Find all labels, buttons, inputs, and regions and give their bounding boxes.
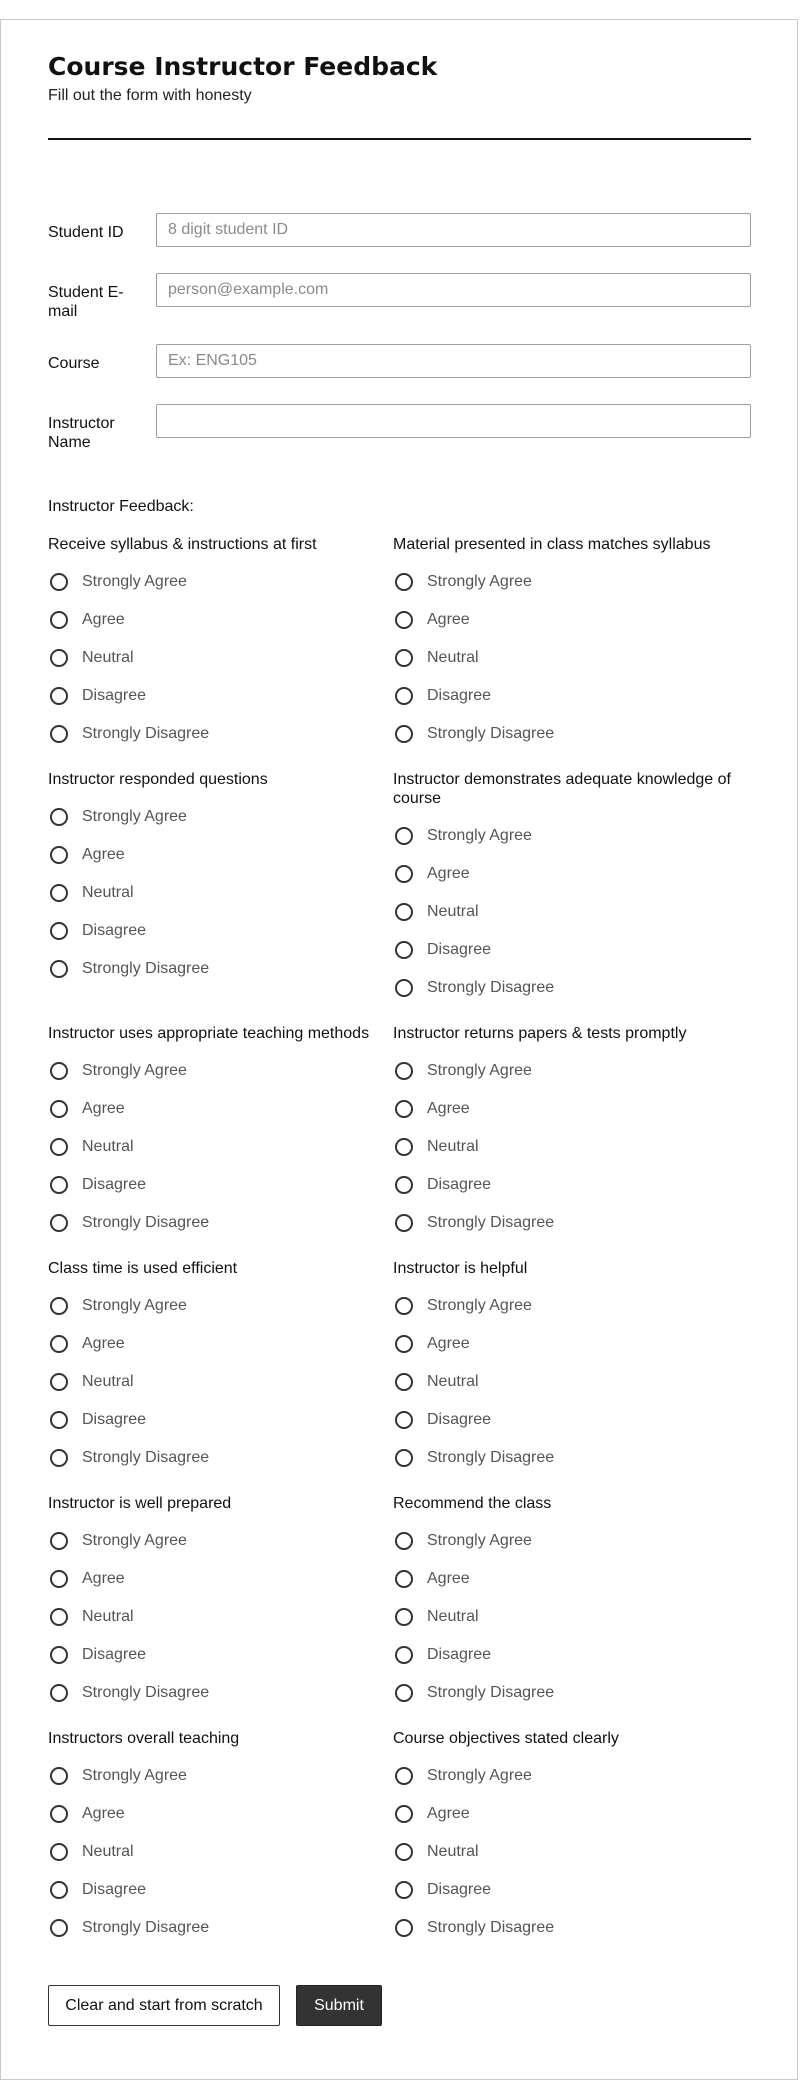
rating-option-label: Disagree	[82, 1646, 147, 1663]
radio-button[interactable]	[395, 1684, 413, 1702]
rating-option[interactable]	[48, 912, 393, 950]
course-input[interactable]	[156, 344, 751, 378]
feedback-question	[48, 1729, 393, 1964]
rating-option[interactable]	[48, 1090, 393, 1128]
rating-option[interactable]	[48, 1204, 393, 1242]
rating-option-label: Strongly Disagree	[427, 979, 555, 996]
rating-option-label: Disagree	[427, 1646, 492, 1663]
rating-option[interactable]	[393, 1598, 751, 1636]
rating-option[interactable]	[393, 1052, 751, 1090]
rating-option-label: Strongly Agree	[427, 1767, 532, 1784]
rating-option-label: Strongly Disagree	[82, 1449, 210, 1466]
rating-option-label: Strongly Disagree	[82, 1214, 210, 1231]
radio-button[interactable]	[50, 611, 68, 629]
rating-option-label: Strongly Agree	[82, 1767, 187, 1784]
radio-button[interactable]	[50, 1684, 68, 1702]
rating-option[interactable]	[48, 836, 393, 874]
rating-option[interactable]	[48, 1871, 393, 1909]
rating-option[interactable]	[48, 1325, 393, 1363]
radio-button[interactable]	[395, 1100, 413, 1118]
question-title: Instructor returns papers & tests promptly	[393, 1025, 687, 1042]
feedback-question	[393, 1259, 751, 1494]
radio-button[interactable]	[395, 903, 413, 921]
radio-button[interactable]	[50, 573, 68, 591]
rating-option[interactable]	[48, 874, 393, 912]
rating-option-label: Disagree	[82, 1176, 147, 1193]
rating-option[interactable]	[393, 1204, 751, 1242]
feedback-question	[393, 1729, 751, 1964]
radio-button[interactable]	[50, 1176, 68, 1194]
radio-button[interactable]	[395, 649, 413, 667]
rating-option-label: Disagree	[427, 687, 492, 704]
radio-button[interactable]	[395, 1919, 413, 1937]
radio-button[interactable]	[395, 1449, 413, 1467]
rating-option-label: Strongly Disagree	[427, 1684, 555, 1701]
rating-option[interactable]	[393, 817, 751, 855]
rating-option-label: Neutral	[82, 1608, 134, 1625]
rating-option[interactable]	[48, 1674, 393, 1712]
radio-button[interactable]	[395, 1214, 413, 1232]
feedback-questions	[48, 535, 751, 1964]
rating-option-label: Agree	[82, 1805, 125, 1822]
rating-option-label: Strongly Agree	[82, 808, 187, 825]
radio-button[interactable]	[50, 1532, 68, 1550]
rating-option-label: Agree	[82, 1335, 125, 1352]
rating-option[interactable]	[393, 1560, 751, 1598]
rating-option[interactable]	[48, 1909, 393, 1947]
question-title: Instructor responded questions	[48, 771, 268, 788]
rating-option-label: Neutral	[82, 884, 134, 901]
rating-option-label: Neutral	[427, 1608, 479, 1625]
radio-button[interactable]	[50, 1214, 68, 1232]
radio-button[interactable]	[395, 1608, 413, 1626]
radio-button[interactable]	[50, 960, 68, 978]
form-title: Course Instructor Feedback	[48, 52, 438, 81]
feedback-question	[48, 1259, 393, 1494]
rating-option[interactable]	[393, 1757, 751, 1795]
rating-option[interactable]	[48, 1636, 393, 1674]
radio-button[interactable]	[50, 884, 68, 902]
feedback-question	[393, 770, 751, 1024]
rating-option-label: Disagree	[427, 941, 492, 958]
rating-option[interactable]	[393, 1439, 751, 1477]
rating-option[interactable]	[48, 950, 393, 988]
radio-button[interactable]	[395, 611, 413, 629]
rating-option-label: Neutral	[427, 903, 479, 920]
form-header	[48, 52, 751, 105]
radio-button[interactable]	[50, 1062, 68, 1080]
radio-button[interactable]	[50, 687, 68, 705]
rating-option-label: Agree	[427, 865, 470, 882]
question-title: Instructor is well prepared	[48, 1495, 232, 1512]
radio-button[interactable]	[395, 1335, 413, 1353]
question-title: Class time is used efficient	[48, 1260, 238, 1277]
radio-button[interactable]	[395, 1297, 413, 1315]
email-input[interactable]	[156, 273, 751, 307]
rating-option-label: Disagree	[82, 687, 147, 704]
rating-option-label: Disagree	[427, 1881, 492, 1898]
rating-option[interactable]	[393, 1522, 751, 1560]
form-subtitle: Fill out the form with honesty	[48, 87, 252, 104]
rating-option[interactable]	[393, 715, 751, 753]
feedback-question	[48, 1024, 393, 1259]
feedback-question	[48, 1494, 393, 1729]
radio-button[interactable]	[395, 979, 413, 997]
rating-option[interactable]	[48, 1522, 393, 1560]
form-actions	[48, 1985, 382, 2026]
rating-option[interactable]	[48, 1363, 393, 1401]
radio-button[interactable]	[50, 1570, 68, 1588]
student-id-label: Student ID	[48, 224, 124, 241]
rating-option-label: Disagree	[427, 1411, 492, 1428]
rating-option-label: Agree	[427, 1570, 470, 1587]
instructor-input[interactable]	[156, 404, 751, 438]
radio-button[interactable]	[50, 1608, 68, 1626]
radio-button[interactable]	[395, 1532, 413, 1550]
rating-option[interactable]	[393, 601, 751, 639]
radio-button[interactable]	[395, 1570, 413, 1588]
radio-button[interactable]	[395, 827, 413, 845]
rating-option-label: Disagree	[82, 922, 147, 939]
rating-option-label: Strongly Agree	[82, 573, 187, 590]
rating-option-label: Strongly Agree	[82, 1297, 187, 1314]
feedback-section-label: Instructor Feedback:	[48, 498, 194, 515]
rating-option-label: Strongly Agree	[427, 1062, 532, 1079]
radio-button[interactable]	[50, 1373, 68, 1391]
submit-button[interactable]: Submit	[296, 1985, 382, 2026]
rating-option-label: Strongly Disagree	[427, 1919, 555, 1936]
radio-button[interactable]	[50, 922, 68, 940]
radio-button[interactable]	[395, 573, 413, 591]
rating-option[interactable]	[393, 855, 751, 893]
rating-option[interactable]	[48, 1795, 393, 1833]
radio-button[interactable]	[395, 1881, 413, 1899]
rating-option[interactable]	[48, 1560, 393, 1598]
question-title: Material presented in class matches syllabus	[393, 536, 711, 553]
rating-option-label: Strongly Disagree	[82, 725, 210, 742]
rating-option[interactable]	[48, 1598, 393, 1636]
rating-option-label: Neutral	[82, 1138, 134, 1155]
rating-option-label: Neutral	[82, 649, 134, 666]
rating-option-label: Strongly Disagree	[427, 725, 555, 742]
rating-option[interactable]	[393, 1325, 751, 1363]
radio-button[interactable]	[395, 1138, 413, 1156]
radio-button[interactable]	[50, 846, 68, 864]
rating-option-label: Strongly Disagree	[82, 960, 210, 977]
rating-option-label: Agree	[427, 611, 470, 628]
feedback-question	[48, 770, 393, 1024]
rating-option-label: Neutral	[82, 1843, 134, 1860]
radio-button[interactable]	[395, 1176, 413, 1194]
rating-option[interactable]	[48, 798, 393, 836]
radio-button[interactable]	[50, 1805, 68, 1823]
question-title: Instructor demonstrates adequate knowledge of course	[393, 771, 731, 807]
radio-button[interactable]	[50, 1100, 68, 1118]
question-title: Instructors overall teaching	[48, 1730, 240, 1747]
rating-option-label: Strongly Agree	[427, 1297, 532, 1314]
radio-button[interactable]	[395, 865, 413, 883]
rating-option[interactable]	[48, 715, 393, 753]
radio-button[interactable]	[395, 725, 413, 743]
feedback-question	[393, 535, 751, 770]
rating-option[interactable]	[48, 1757, 393, 1795]
question-title: Instructor is helpful	[393, 1260, 528, 1277]
rating-option[interactable]	[48, 1287, 393, 1325]
rating-option[interactable]	[48, 1401, 393, 1439]
radio-button[interactable]	[50, 1767, 68, 1785]
radio-button[interactable]	[395, 1646, 413, 1664]
rating-option-label: Agree	[427, 1335, 470, 1352]
rating-option[interactable]	[393, 677, 751, 715]
rating-option[interactable]	[393, 563, 751, 601]
rating-option-label: Agree	[427, 1805, 470, 1822]
radio-button[interactable]	[50, 1881, 68, 1899]
rating-option-label: Strongly Agree	[82, 1532, 187, 1549]
rating-option-label: Agree	[82, 846, 125, 863]
rating-option[interactable]	[48, 1052, 393, 1090]
radio-button[interactable]	[395, 1843, 413, 1861]
radio-button[interactable]	[395, 941, 413, 959]
rating-option[interactable]	[393, 1287, 751, 1325]
feedback-question	[48, 535, 393, 770]
rating-option[interactable]	[393, 1090, 751, 1128]
feedback-question	[393, 1494, 751, 1729]
rating-option[interactable]	[393, 1871, 751, 1909]
rating-option[interactable]	[393, 639, 751, 677]
rating-option-label: Disagree	[82, 1411, 147, 1428]
rating-option[interactable]	[48, 1439, 393, 1477]
course-label: Course	[48, 355, 100, 372]
rating-option-label: Agree	[82, 1570, 125, 1587]
radio-button[interactable]	[50, 725, 68, 743]
rating-option-label: Neutral	[427, 1373, 479, 1390]
radio-button[interactable]	[395, 1805, 413, 1823]
question-title: Instructor uses appropriate teaching methods	[48, 1025, 370, 1042]
rating-option-label: Disagree	[427, 1176, 492, 1193]
radio-button[interactable]	[50, 1138, 68, 1156]
radio-button[interactable]	[50, 1919, 68, 1937]
radio-button[interactable]	[50, 1449, 68, 1467]
rating-option[interactable]	[393, 931, 751, 969]
rating-option[interactable]	[48, 601, 393, 639]
rating-option-label: Strongly Agree	[82, 1062, 187, 1079]
rating-option-label: Strongly Agree	[427, 827, 532, 844]
rating-option-label: Strongly Agree	[427, 573, 532, 590]
rating-option-label: Strongly Agree	[427, 1532, 532, 1549]
rating-option-label: Strongly Disagree	[427, 1449, 555, 1466]
radio-button[interactable]	[395, 1373, 413, 1391]
rating-option-label: Strongly Disagree	[427, 1214, 555, 1231]
question-title: Receive syllabus & instructions at first	[48, 536, 317, 553]
rating-option[interactable]	[393, 1401, 751, 1439]
radio-button[interactable]	[50, 649, 68, 667]
radio-button[interactable]	[50, 1646, 68, 1664]
rating-option[interactable]	[393, 1833, 751, 1871]
radio-button[interactable]	[395, 687, 413, 705]
radio-button[interactable]	[50, 1297, 68, 1315]
clear-button[interactable]: Clear and start from scratch	[48, 1985, 280, 2026]
rating-option[interactable]	[48, 563, 393, 601]
rating-option-label: Neutral	[82, 1373, 134, 1390]
radio-button[interactable]	[395, 1411, 413, 1429]
rating-option[interactable]	[48, 677, 393, 715]
rating-option-label: Agree	[427, 1100, 470, 1117]
email-label: Student E-mail	[48, 284, 124, 320]
question-title: Recommend the class	[393, 1495, 552, 1512]
radio-button[interactable]	[395, 1767, 413, 1785]
feedback-question	[393, 1024, 751, 1259]
instructor-label: Instructor Name	[48, 415, 115, 451]
rating-option-label: Neutral	[427, 1138, 479, 1155]
rating-option-label: Disagree	[82, 1881, 147, 1898]
rating-option-label: Agree	[82, 1100, 125, 1117]
rating-option[interactable]	[393, 1909, 751, 1947]
rating-option-label: Neutral	[427, 649, 479, 666]
student-id-input[interactable]	[156, 213, 751, 247]
header-divider	[48, 138, 751, 140]
rating-option-label: Agree	[82, 611, 125, 628]
rating-option-label: Strongly Disagree	[82, 1684, 210, 1701]
rating-option[interactable]	[393, 1363, 751, 1401]
rating-option[interactable]	[48, 1128, 393, 1166]
rating-option[interactable]	[393, 1795, 751, 1833]
rating-option[interactable]	[393, 893, 751, 931]
rating-option[interactable]	[393, 969, 751, 1007]
radio-button[interactable]	[395, 1062, 413, 1080]
radio-button[interactable]	[50, 1335, 68, 1353]
rating-option[interactable]	[393, 1636, 751, 1674]
rating-option-label: Strongly Disagree	[82, 1919, 210, 1936]
rating-option[interactable]	[393, 1128, 751, 1166]
radio-button[interactable]	[50, 1843, 68, 1861]
rating-option[interactable]	[48, 1833, 393, 1871]
radio-button[interactable]	[50, 1411, 68, 1429]
rating-option[interactable]	[393, 1674, 751, 1712]
rating-option[interactable]	[48, 1166, 393, 1204]
question-title: Course objectives stated clearly	[393, 1730, 619, 1747]
rating-option[interactable]	[393, 1166, 751, 1204]
rating-option[interactable]	[48, 639, 393, 677]
rating-option-label: Neutral	[427, 1843, 479, 1860]
radio-button[interactable]	[50, 808, 68, 826]
